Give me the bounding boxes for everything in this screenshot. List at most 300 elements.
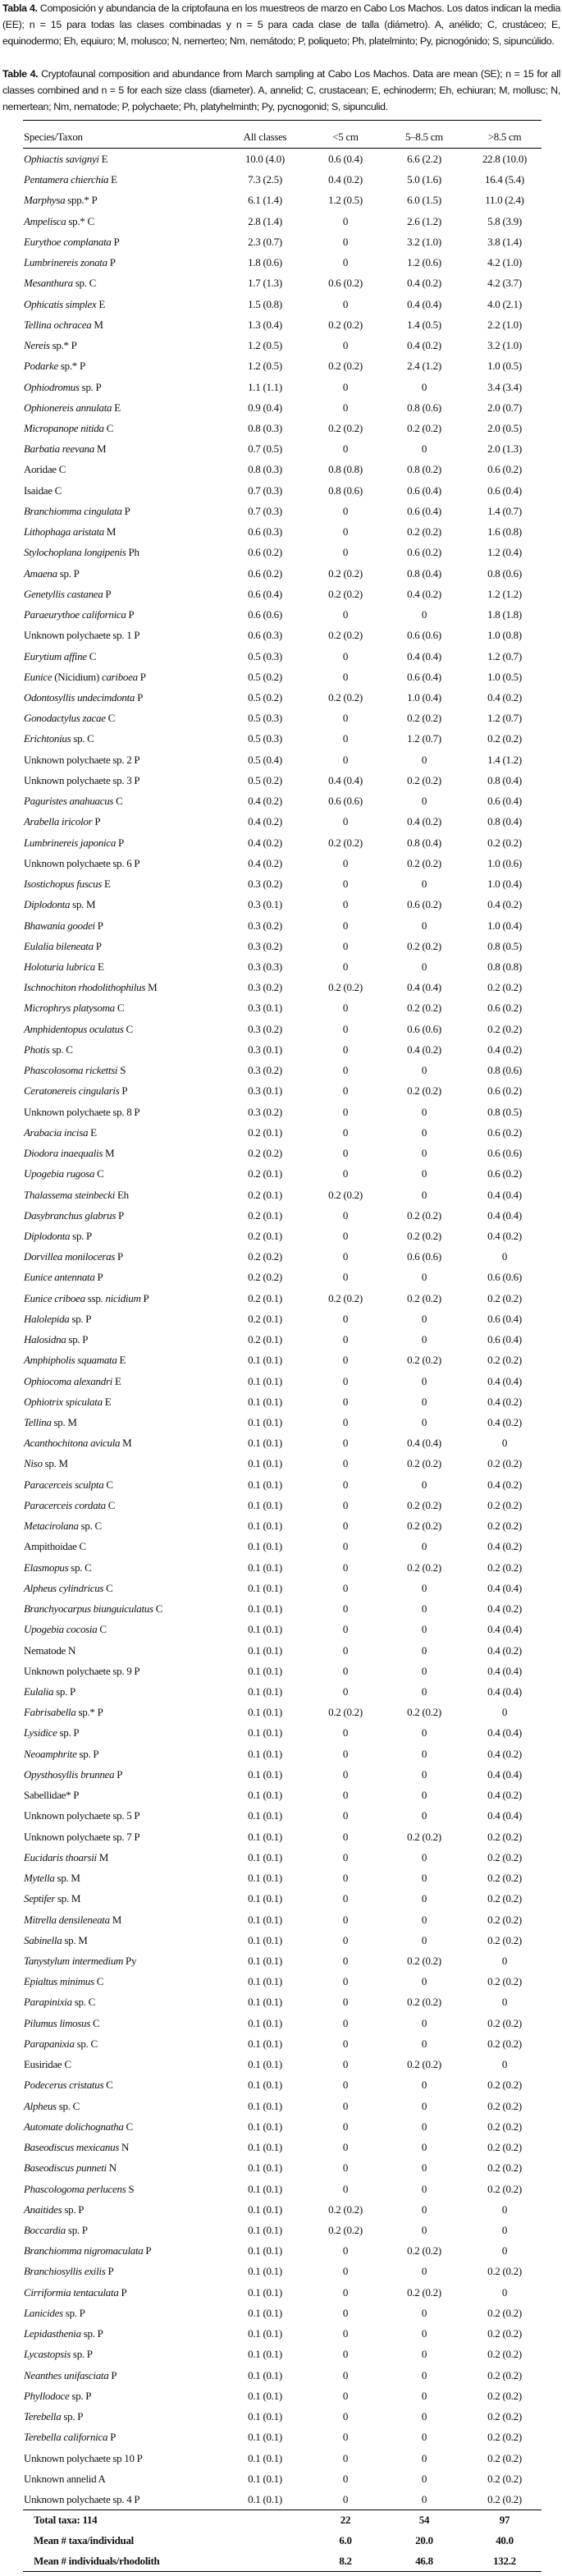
taxon-italic: Alpheus cylindricus <box>24 1581 104 1594</box>
table-row <box>23 480 541 501</box>
total-5-8.5cm: 20.0 <box>415 2534 433 2546</box>
taxon-italic: Paraeurythoe californica <box>24 608 126 621</box>
value-lt-5cm: 0 <box>342 1457 349 1470</box>
taxon-text: M <box>120 1437 132 1450</box>
value-all-classes: 0.1 (0.1) <box>248 1913 282 1926</box>
value-5-8.5cm: 0 <box>421 2389 427 2402</box>
table-row <box>23 2489 541 2510</box>
value-all-classes: 0.4 (0.2) <box>248 795 282 808</box>
value-all-classes: 0.1 (0.1) <box>248 1706 282 1719</box>
total-lt-5cm: 22 <box>340 2514 351 2526</box>
species-name <box>24 1805 139 1826</box>
value-5-8.5cm: 0.2 (0.2) <box>407 1830 441 1843</box>
value-gt-8.5cm: 0.2 (0.2) <box>487 2410 522 2423</box>
taxon-text: P <box>115 1250 123 1263</box>
value-gt-8.5cm: 0.6 (0.2) <box>487 1125 522 1139</box>
species-name <box>24 2013 99 2033</box>
table-top-rule <box>23 120 541 121</box>
taxon-text: C <box>94 1167 104 1180</box>
value-all-classes: 0.1 (0.1) <box>248 2306 282 2319</box>
table-row <box>23 2074 541 2095</box>
taxon-text: C <box>103 1478 113 1491</box>
species-name <box>24 1080 127 1101</box>
species-name <box>24 1888 80 1909</box>
value-lt-5cm: 0 <box>342 1747 349 1760</box>
value-gt-8.5cm: 0.4 (0.2) <box>487 898 522 911</box>
species-name <box>24 2074 113 2095</box>
value-all-classes: 0.2 (0.2) <box>248 1271 282 1284</box>
value-all-classes: 0.1 (0.1) <box>248 2327 282 2340</box>
taxon-italic: Podecerus cristatus <box>24 2079 104 2092</box>
value-5-8.5cm: 0 <box>421 1685 427 1698</box>
value-lt-5cm: 0.2 (0.2) <box>328 421 363 434</box>
taxon-text: sp. M <box>51 1416 77 1429</box>
taxon-text: N <box>119 2141 130 2154</box>
taxon-italic: Elasmopus <box>24 1561 69 1574</box>
value-lt-5cm: 0 <box>342 2327 349 2340</box>
value-gt-8.5cm: 0.4 (0.4) <box>487 1374 522 1387</box>
value-gt-8.5cm: 4.2 (3.7) <box>487 277 522 290</box>
value-5-8.5cm: 1.2 (0.6) <box>407 256 441 269</box>
value-all-classes: 0.1 (0.1) <box>248 2099 282 2112</box>
value-gt-8.5cm: 0.8 (0.4) <box>487 815 522 828</box>
value-all-classes: 0.1 (0.1) <box>248 2141 282 2154</box>
species-name <box>24 273 96 293</box>
col-header-lt5: <5 cm <box>332 131 359 143</box>
value-gt-8.5cm: 1.2 (0.7) <box>487 712 522 725</box>
taxon-italic: Lysidice <box>24 1726 57 1739</box>
species-name <box>24 811 100 832</box>
value-all-classes: 0.5 (0.3) <box>248 712 282 725</box>
totals-row <box>23 2551 541 2571</box>
taxon-italic: Septifer <box>24 1892 56 1905</box>
taxon-italic: Phascologoma perlucens <box>24 2182 126 2195</box>
value-gt-8.5cm: 0.4 (0.4) <box>487 1188 522 1201</box>
value-lt-5cm: 0 <box>342 815 349 828</box>
value-all-classes: 0.3 (0.1) <box>248 1002 282 1015</box>
species-name <box>24 1950 136 1971</box>
value-5-8.5cm: 0 <box>421 1602 427 1616</box>
table-row <box>23 2096 541 2116</box>
value-5-8.5cm: 0.2 (0.2) <box>407 2244 441 2257</box>
value-5-8.5cm: 0.4 (0.2) <box>407 339 441 352</box>
taxon-italic: Mytella <box>24 1872 55 1885</box>
value-lt-5cm: 0.4 (0.4) <box>328 773 363 786</box>
value-5-8.5cm: 0.2 (0.2) <box>407 1354 441 1367</box>
value-gt-8.5cm: 0.2 (0.2) <box>487 2306 522 2319</box>
species-name <box>24 542 139 562</box>
taxon-text: sp. P <box>57 1726 80 1739</box>
taxon-italic: Phyllodoce <box>24 2389 70 2402</box>
value-5-8.5cm: 0 <box>421 1416 427 1429</box>
value-lt-5cm: 0 <box>342 1996 349 2009</box>
table-row <box>23 2365 541 2386</box>
value-all-classes: 0.1 (0.1) <box>248 2016 282 2029</box>
value-lt-5cm: 0 <box>342 2348 349 2361</box>
taxon-italic: Nereis <box>24 339 50 352</box>
value-5-8.5cm: 0 <box>421 1540 427 1553</box>
species-name <box>24 1598 162 1619</box>
value-5-8.5cm: 0 <box>421 2141 427 2154</box>
taxon-italic: Sabinella <box>24 1933 62 1946</box>
value-all-classes: 0.5 (0.2) <box>248 690 282 704</box>
value-lt-5cm: 0 <box>342 1664 349 1677</box>
value-gt-8.5cm: 0 <box>501 1437 508 1450</box>
taxon-text: P <box>137 670 146 683</box>
taxon-italic: Upogebia cocosia <box>24 1623 98 1636</box>
table-row <box>23 2116 541 2137</box>
table-row <box>23 252 541 273</box>
value-all-classes: 1.8 (0.6) <box>248 256 282 269</box>
value-all-classes: 0.1 (0.1) <box>248 1955 282 1967</box>
value-lt-5cm: 0 <box>342 1333 349 1346</box>
value-gt-8.5cm: 0.2 (0.2) <box>487 2327 522 2340</box>
taxon-text: Unknown polychaete sp 10 P <box>24 2451 143 2464</box>
species-name <box>24 1163 103 1184</box>
taxon-italic: Podarke <box>24 360 58 373</box>
value-lt-5cm: 0.2 (0.2) <box>328 587 363 600</box>
value-5-8.5cm: 0 <box>421 960 427 973</box>
value-5-8.5cm: 0.4 (0.4) <box>407 981 441 994</box>
species-name <box>24 397 121 418</box>
value-5-8.5cm: 1.0 (0.4) <box>407 690 441 704</box>
species-name <box>24 604 134 625</box>
taxon-text: P <box>118 2285 127 2299</box>
total-gt-8.5cm: 40.0 <box>496 2534 514 2546</box>
table-row <box>23 770 541 791</box>
value-5-8.5cm: 0 <box>421 1789 427 1802</box>
value-all-classes: 0.1 (0.1) <box>248 1933 282 1946</box>
value-lt-5cm: 0 <box>342 878 349 891</box>
caption-label: Table 4. <box>2 68 39 80</box>
value-lt-5cm: 0 <box>342 1872 349 1885</box>
table-row <box>23 1143 541 1163</box>
value-5-8.5cm: 0.2 (0.2) <box>407 2285 441 2299</box>
table-row <box>23 1288 541 1309</box>
species-name <box>24 231 119 252</box>
value-5-8.5cm: 0 <box>421 1933 427 1946</box>
value-all-classes: 0.7 (0.3) <box>248 484 282 497</box>
value-gt-8.5cm: 0 <box>501 2202 508 2216</box>
table-row <box>23 1536 541 1556</box>
taxon-italic: Branchyocarpus biunguiculatus <box>24 1602 153 1616</box>
species-name <box>24 1868 80 1888</box>
value-5-8.5cm: 0.2 (0.2) <box>407 939 441 952</box>
value-gt-8.5cm: 3.4 (3.4) <box>487 380 522 393</box>
taxon-text: P <box>143 2244 152 2257</box>
species-name <box>24 1453 68 1474</box>
caption-spanish <box>2 1 560 49</box>
taxon-text: spp.* P <box>65 194 98 207</box>
value-5-8.5cm: 0 <box>421 1623 427 1636</box>
taxon-text: E <box>102 1395 112 1408</box>
table-row <box>23 1163 541 1184</box>
taxon-italic: Mitrella densileneata <box>24 1913 110 1926</box>
value-all-classes: 7.3 (2.5) <box>248 173 282 186</box>
value-gt-8.5cm: 0.6 (0.4) <box>487 795 522 808</box>
value-all-classes: 0.9 (0.4) <box>248 401 282 414</box>
value-gt-8.5cm: 0.2 (0.2) <box>487 1498 522 1511</box>
table-row <box>23 1122 541 1143</box>
value-5-8.5cm: 0 <box>421 1188 427 1201</box>
value-5-8.5cm: 0.6 (0.6) <box>407 1250 441 1263</box>
taxon-italic: Opysthosyllis brunnea <box>24 1767 115 1781</box>
taxon-text: Unknown polychaete sp. 6 P <box>24 856 140 869</box>
value-5-8.5cm: 0.2 (0.2) <box>407 1002 441 1015</box>
value-all-classes: 0.2 (0.1) <box>248 1229 282 1242</box>
species-name <box>24 1640 75 1661</box>
value-all-classes: 0.3 (0.2) <box>248 1022 282 1035</box>
taxon-text: E <box>102 878 111 891</box>
value-gt-8.5cm: 0.2 (0.2) <box>487 981 522 994</box>
value-all-classes: 1.5 (0.8) <box>248 297 282 310</box>
table-row <box>23 687 541 708</box>
value-all-classes: 0.1 (0.1) <box>248 1892 282 1905</box>
value-gt-8.5cm: 0.8 (0.6) <box>487 566 522 580</box>
value-gt-8.5cm: 0.8 (0.5) <box>487 939 522 952</box>
value-lt-5cm: 0 <box>342 2016 349 2029</box>
value-5-8.5cm: 0.4 (0.2) <box>407 815 441 828</box>
taxon-text: P <box>92 815 101 828</box>
value-gt-8.5cm: 1.4 (1.2) <box>487 753 522 766</box>
value-all-classes: 0.1 (0.1) <box>248 1354 282 1367</box>
taxon-text: sp. M <box>62 1933 88 1946</box>
table-row <box>23 2013 541 2033</box>
value-lt-5cm: 0.2 (0.2) <box>328 1706 363 1719</box>
value-5-8.5cm: 0 <box>421 2099 427 2112</box>
table-row <box>23 1185 541 1205</box>
taxon-italic: Baseodiscus punneti <box>24 2161 107 2175</box>
species-name <box>24 1329 88 1350</box>
species-name <box>24 1722 79 1743</box>
value-5-8.5cm: 0.2 (0.2) <box>407 1519 441 1533</box>
taxon-italic: Paracerceis sculpta <box>24 1478 104 1491</box>
taxon-text: C <box>105 712 115 725</box>
value-all-classes: 0.1 (0.1) <box>248 2348 282 2361</box>
taxon-italic: Eulalia bileneata <box>24 939 94 952</box>
table-row <box>23 2054 541 2074</box>
table-row <box>23 1992 541 2012</box>
species-name <box>24 438 106 459</box>
taxon-text: (Nicidium) <box>52 670 102 683</box>
col-header-gt8: >8.5 cm <box>487 131 522 143</box>
value-all-classes: 0.4 (0.2) <box>248 856 282 869</box>
table-row <box>23 667 541 687</box>
table-row <box>23 377 541 397</box>
taxon-text: P <box>108 2368 117 2381</box>
taxon-text: Nematode N <box>24 1643 76 1657</box>
value-lt-5cm: 0 <box>342 1002 349 1015</box>
value-5-8.5cm: 0 <box>421 2079 427 2092</box>
value-5-8.5cm: 0 <box>421 2431 427 2444</box>
taxon-italic: Eucidaris thoarsii <box>24 1850 97 1863</box>
value-all-classes: 0.1 (0.1) <box>248 2368 282 2381</box>
table-row <box>23 1722 541 1743</box>
species-name <box>24 1143 114 1163</box>
col-header-species: Species/Taxon <box>24 131 83 143</box>
value-5-8.5cm: 0 <box>421 2224 427 2236</box>
taxon-text: M <box>94 442 107 456</box>
value-gt-8.5cm: 1.0 (0.8) <box>487 629 522 642</box>
totals-label: Total taxa: 114 <box>34 2514 98 2526</box>
value-all-classes: 0.5 (0.3) <box>248 732 282 745</box>
taxon-italic: Barbatia reevana <box>24 442 95 456</box>
taxon-text: Unknown polychaete sp. 9 P <box>24 1664 140 1677</box>
value-lt-5cm: 0.2 (0.2) <box>328 981 363 994</box>
value-5-8.5cm: 0 <box>421 2492 427 2505</box>
taxon-text: M <box>103 1147 115 1160</box>
taxon-italic: Tellina <box>24 1416 52 1429</box>
species-name <box>24 2344 93 2364</box>
table-row <box>23 1805 541 1826</box>
table-row <box>23 2448 541 2468</box>
value-all-classes: 0.1 (0.1) <box>248 2182 282 2195</box>
value-5-8.5cm: 0.6 (0.2) <box>407 546 441 559</box>
taxon-text: E <box>108 173 117 186</box>
value-gt-8.5cm: 2.0 (0.5) <box>487 421 522 434</box>
value-5-8.5cm: 0 <box>421 380 427 393</box>
value-5-8.5cm: 0.2 (0.2) <box>407 1498 441 1511</box>
value-gt-8.5cm: 0.2 (0.2) <box>487 1892 522 1905</box>
value-lt-5cm: 0 <box>342 2058 349 2071</box>
species-name <box>24 1122 97 1143</box>
taxon-italic: Arabacia incisa <box>24 1125 89 1139</box>
value-lt-5cm: 1.2 (0.5) <box>328 194 363 207</box>
taxon-italic: Cirriformia tentaculata <box>24 2285 119 2299</box>
table-row <box>23 811 541 832</box>
species-name <box>24 687 143 708</box>
value-5-8.5cm: 0 <box>421 2472 427 2485</box>
taxon-italic: Lanicides <box>24 2306 63 2319</box>
table-row <box>23 936 541 956</box>
table-row <box>23 625 541 645</box>
value-all-classes: 0.1 (0.1) <box>248 2120 282 2133</box>
value-5-8.5cm: 0.2 (0.2) <box>407 1706 441 1719</box>
value-lt-5cm: 0.2 (0.2) <box>328 1188 363 1201</box>
value-lt-5cm: 0 <box>342 732 349 745</box>
table-row <box>23 1060 541 1080</box>
table-row <box>23 894 541 914</box>
value-5-8.5cm: 0 <box>421 1747 427 1760</box>
value-all-classes: 0.1 (0.1) <box>248 2037 282 2050</box>
value-all-classes: 0.3 (0.1) <box>248 1084 282 1098</box>
table-row <box>23 1661 541 1681</box>
taxon-text: C <box>90 2016 100 2029</box>
value-5-8.5cm: 0.2 (0.2) <box>407 1291 441 1304</box>
value-5-8.5cm: 0.8 (0.6) <box>407 401 441 414</box>
taxon-text: sp. C <box>71 732 94 745</box>
taxon-italic: Lithophaga aristata <box>24 525 104 539</box>
value-gt-8.5cm: 1.0 (0.5) <box>487 670 522 683</box>
species-name <box>24 1432 131 1453</box>
value-all-classes: 0.2 (0.2) <box>248 1250 282 1263</box>
table-row <box>23 1039 541 1060</box>
value-5-8.5cm: 0.4 (0.2) <box>407 277 441 290</box>
taxon-italic: Pilumus limosus <box>24 2016 91 2029</box>
value-lt-5cm: 0 <box>342 2368 349 2381</box>
species-name <box>24 1827 139 1847</box>
totals-label: Mean # individuals/rhodolith <box>34 2555 160 2567</box>
taxon-italic: Parapanixia <box>24 2037 75 2050</box>
value-gt-8.5cm: 0.4 (0.2) <box>487 1395 522 1408</box>
value-gt-8.5cm: 1.6 (0.8) <box>487 525 522 539</box>
value-5-8.5cm: 0 <box>421 1147 427 1160</box>
value-5-8.5cm: 0 <box>421 1312 427 1325</box>
table-row <box>23 873 541 894</box>
value-5-8.5cm: 0 <box>421 2306 427 2319</box>
taxon-text: sp. M <box>55 1892 81 1905</box>
value-lt-5cm: 0 <box>342 1437 349 1450</box>
value-5-8.5cm: 0 <box>421 1975 427 1988</box>
value-5-8.5cm: 0 <box>421 1105 427 1118</box>
value-5-8.5cm: 0 <box>421 1850 427 1863</box>
taxon-text: Unknown polychaete sp. 5 P <box>24 1809 140 1822</box>
species-name <box>24 1495 115 1515</box>
value-5-8.5cm: 0 <box>421 753 427 766</box>
table-row <box>23 1681 541 1702</box>
species-name <box>24 1909 121 1930</box>
value-gt-8.5cm: 0.8 (0.6) <box>487 1064 522 1077</box>
value-lt-5cm: 0 <box>342 1809 349 1822</box>
table-row <box>23 2406 541 2427</box>
totals-row <box>23 2530 541 2551</box>
value-gt-8.5cm: 0.4 (0.2) <box>487 1478 522 1491</box>
taxon-italic: Paracerceis cordata <box>24 1498 106 1511</box>
table-row <box>23 1868 541 1888</box>
value-lt-5cm: 0 <box>342 1416 349 1429</box>
taxon-text: S <box>117 1064 126 1077</box>
taxon-italic: Acanthochitona avicula <box>24 1437 121 1450</box>
value-lt-5cm: 0 <box>342 339 349 352</box>
species-name <box>24 2427 116 2447</box>
species-name <box>24 2489 139 2510</box>
taxon-italic: Lycastopsis <box>24 2348 71 2361</box>
taxon-italic: Micropanope nitida <box>24 421 104 434</box>
species-name <box>24 1102 139 1122</box>
value-lt-5cm: 0.2 (0.2) <box>328 690 363 704</box>
value-5-8.5cm: 0 <box>421 2368 427 2381</box>
value-5-8.5cm: 0 <box>421 1581 427 1594</box>
total-gt-8.5cm: 132.2 <box>493 2555 516 2567</box>
table-row <box>23 335 541 355</box>
taxon-text: Ampithoidae C <box>24 1540 86 1553</box>
value-gt-8.5cm: 1.8 (1.8) <box>487 608 522 621</box>
value-all-classes: 2.3 (0.7) <box>248 235 282 248</box>
species-name <box>24 2199 84 2220</box>
value-5-8.5cm: 0 <box>421 2016 427 2029</box>
value-5-8.5cm: 6.0 (1.5) <box>407 194 441 207</box>
taxon-text: C <box>153 1602 163 1616</box>
value-lt-5cm: 0 <box>342 235 349 248</box>
value-gt-8.5cm: 0.4 (0.2) <box>487 1229 522 1242</box>
species-name <box>24 2033 98 2054</box>
value-5-8.5cm: 0 <box>421 1913 427 1926</box>
taxon-italic: Eurythoe complanata <box>24 235 112 248</box>
taxon-italic: Amphidentopus oculatus <box>24 1022 124 1035</box>
taxon-italic: Paguristes anahuacus <box>24 795 114 808</box>
taxon-text: Unknown polychaete sp. 2 P <box>24 753 140 766</box>
taxon-text: Aoridae C <box>24 463 66 476</box>
taxon-text: Eusiridae C <box>24 2058 71 2071</box>
taxon-text: sp. M <box>70 898 96 911</box>
value-gt-8.5cm: 0.2 (0.2) <box>487 2079 522 2092</box>
value-lt-5cm: 0 <box>342 1229 349 1242</box>
taxon-italic: Alpheus <box>24 2099 57 2112</box>
species-name <box>24 501 130 521</box>
caption-text: Composición y abundancia de la criptofauna en los muestreos de marzo en Cabo Los Machos. Los datos indican la media (EE); n = 15 para todas las clases combinadas y n = 5 para cada clase de talla (diámetro). A, anélido; C, crustáceo; E, equinodermo; Eh, equiuro; M, molusco; N, nemerteo; Nm, nemátodo; P, poliqueto; Ph, platelminto; Py, picnogónido; S, sipuncúlido. <box>2 2 560 47</box>
taxon-italic: Tanystylum intermedium <box>24 1955 124 1967</box>
taxon-text: sp. P <box>79 380 102 393</box>
